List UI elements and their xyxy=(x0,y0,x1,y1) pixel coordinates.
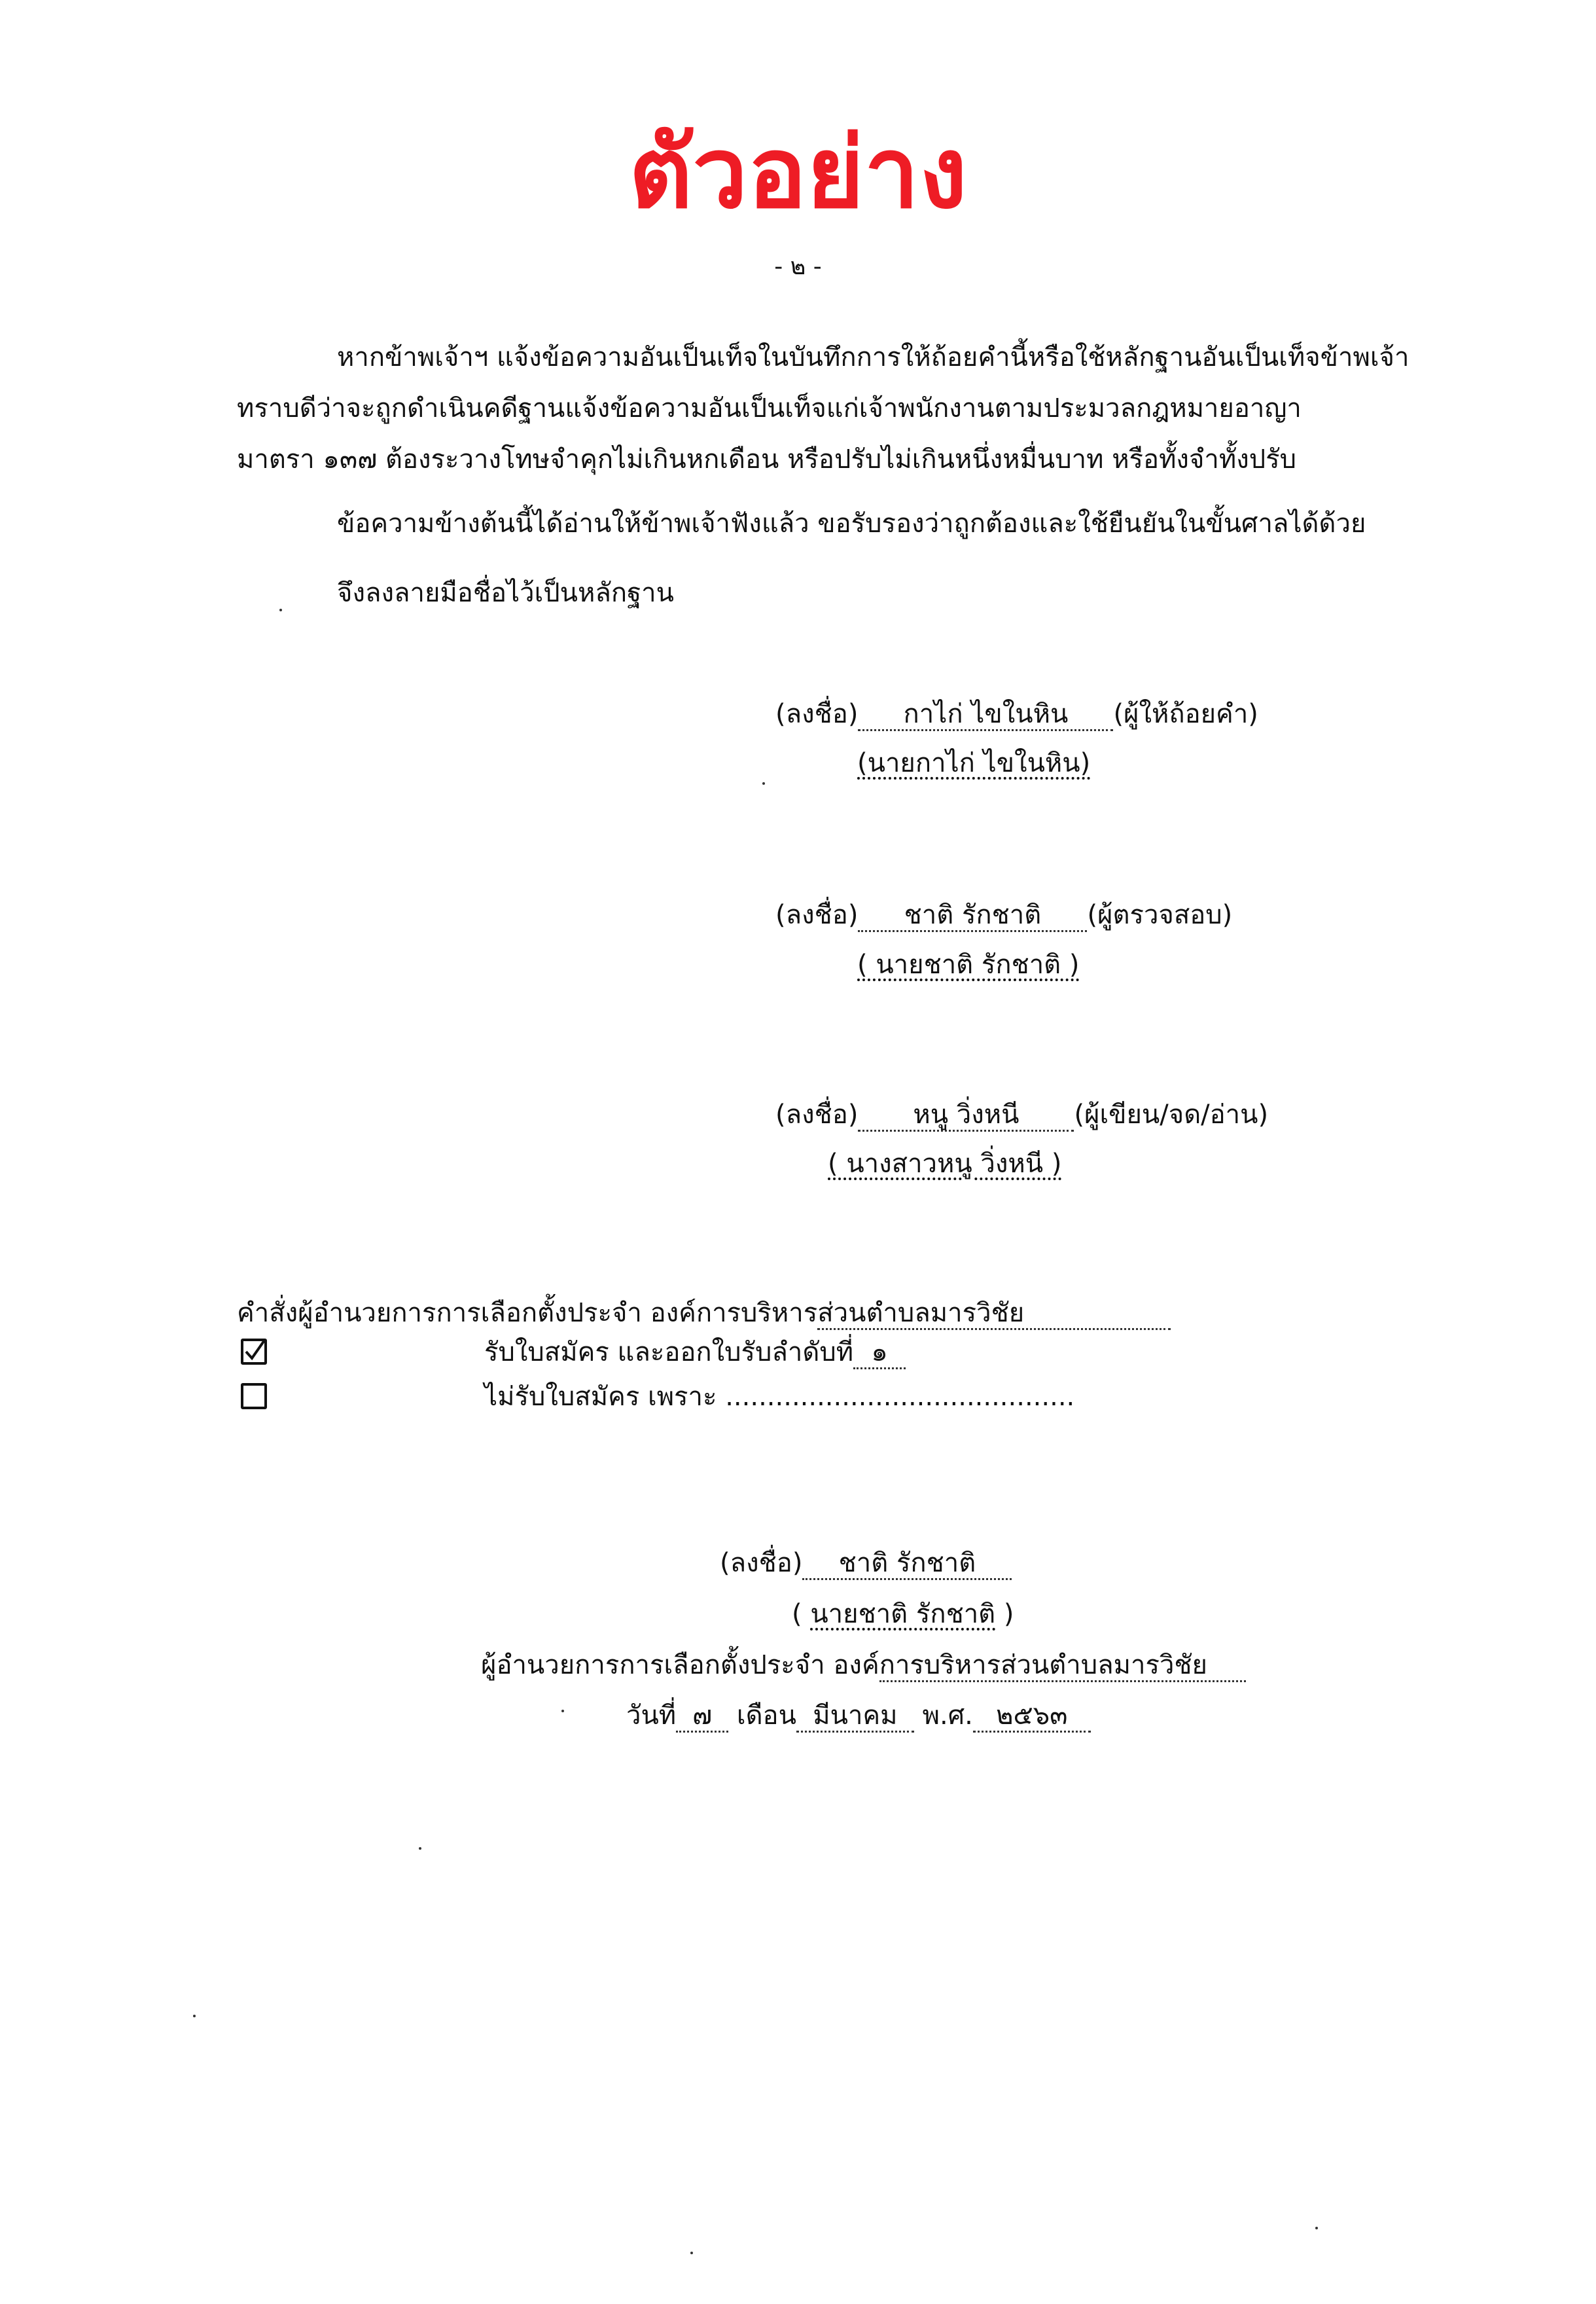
signature-full-name xyxy=(828,1147,1061,1181)
date-year-label: พ.ศ. xyxy=(922,1701,973,1731)
official-title xyxy=(481,1648,1246,1682)
reject-checkbox[interactable] xyxy=(241,1383,267,1409)
official-signature-field: ชาติ รักชาติ xyxy=(802,1548,1012,1580)
declaration-line-5: จึงลงลายมือชื่อไว้เป็นหลักฐาน xyxy=(337,578,674,608)
official-title-fill: การบริหารส่วนตำบลมารวิชัย xyxy=(879,1650,1246,1682)
signature-name-field: ชาติ รักชาติ xyxy=(858,900,1087,932)
full-name-text: ( นายชาติ รักชาติ ) xyxy=(857,950,1080,980)
scan-speck xyxy=(279,609,282,611)
accept-option xyxy=(484,1335,906,1369)
signature-name-field: หนู วิ่งหนี xyxy=(858,1100,1074,1132)
official-full-name-text: นายชาติ รักชาติ xyxy=(810,1599,996,1629)
official-date xyxy=(626,1699,1091,1733)
signature-full-name xyxy=(857,948,1079,982)
date-year-field: ๒๕๖๓ xyxy=(973,1701,1091,1733)
date-day-label: วันที่ xyxy=(626,1701,677,1731)
checkmark-icon xyxy=(243,1341,264,1362)
official-title-text: ผู้อำนวยการการเลือกตั้งประจำ องค์ xyxy=(481,1650,879,1680)
order-heading xyxy=(237,1296,1171,1330)
reject-reason-field: .......................................... xyxy=(725,1382,1075,1412)
reject-option-label: ไม่รับใบสมัคร เพราะ xyxy=(484,1382,717,1412)
paren-close: ) xyxy=(1003,1599,1014,1629)
full-name-text: (นายกาไก่ ไขในหิน) xyxy=(857,748,1091,778)
signature-full-name xyxy=(857,746,1090,780)
reject-option xyxy=(484,1380,1074,1414)
declaration-line-2: ทราบดีว่าจะถูกดำเนินคดีฐานแจ้งข้อความอันเป็นเท็จแก่เจ้าพนักงานตามประมวลกฎหมายอาญา xyxy=(237,393,1302,423)
page-number: - ๒ - xyxy=(774,253,822,280)
signature-name-field: กาไก่ ไขในหิน xyxy=(858,699,1113,731)
scan-speck xyxy=(690,2252,693,2254)
scan-speck xyxy=(762,782,765,785)
accept-sequence-field: ๑ xyxy=(853,1337,906,1369)
paren-open: ( xyxy=(792,1599,802,1629)
signature-line-statement-giver xyxy=(775,697,1258,731)
accept-option-label: รับใบสมัคร และออกใบรับลำดับที่ xyxy=(484,1337,854,1367)
scan-speck xyxy=(419,1847,421,1850)
signature-role: (ผู้ตรวจสอบ) xyxy=(1087,900,1233,930)
order-heading-fill: ส่วนตำบลมารวิชัย xyxy=(817,1298,1171,1330)
date-day-field: ๗ xyxy=(676,1701,728,1733)
date-month-field: มีนาคม xyxy=(796,1701,914,1733)
full-name-text: ( นางสาวหนู วิ่งหนี ) xyxy=(828,1149,1062,1179)
order-heading-text: คำสั่งผู้อำนวยการการเลือกตั้งประจำ องค์การบริหาร xyxy=(237,1298,818,1328)
scan-speck xyxy=(1315,2227,1318,2229)
accept-checkbox[interactable] xyxy=(241,1339,267,1365)
declaration-line-1: หากข้าพเจ้าฯ แจ้งข้อความอันเป็นเท็จในบันทึกการให้ถ้อยคำนี้หรือใช้หลักฐานอันเป็นเท็จข้าพเจ้า xyxy=(337,342,1410,372)
signature-prefix: (ลงชื่อ) xyxy=(775,699,859,729)
official-full-name xyxy=(792,1597,1014,1631)
scan-speck xyxy=(561,1710,564,1712)
official-signature-line xyxy=(720,1546,1012,1580)
date-month-label: เดือน xyxy=(736,1701,796,1731)
sample-watermark: ตัวอย่าง xyxy=(628,117,968,230)
signature-line-writer xyxy=(775,1098,1268,1132)
signature-line-inspector xyxy=(775,898,1232,932)
signature-prefix: (ลงชื่อ) xyxy=(775,1100,859,1130)
signature-prefix: (ลงชื่อ) xyxy=(775,900,859,930)
declaration-line-3: มาตรา ๑๓๗ ต้องระวางโทษจำคุกไม่เกินหกเดือน หรือปรับไม่เกินหนึ่งหมื่นบาท หรือทั้งจำทั้งปรับ xyxy=(237,444,1297,475)
declaration-line-4: ข้อความข้างต้นนี้ได้อ่านให้ข้าพเจ้าฟังแล้ว ขอรับรองว่าถูกต้องและใช้ยืนยันในขั้นศาลได้ด้วย xyxy=(337,509,1366,539)
scan-speck xyxy=(193,2015,196,2017)
signature-role: (ผู้ให้ถ้อยคำ) xyxy=(1113,699,1258,729)
signature-role: (ผู้เขียน/จด/อ่าน) xyxy=(1074,1100,1269,1130)
signature-prefix: (ลงชื่อ) xyxy=(720,1548,803,1578)
